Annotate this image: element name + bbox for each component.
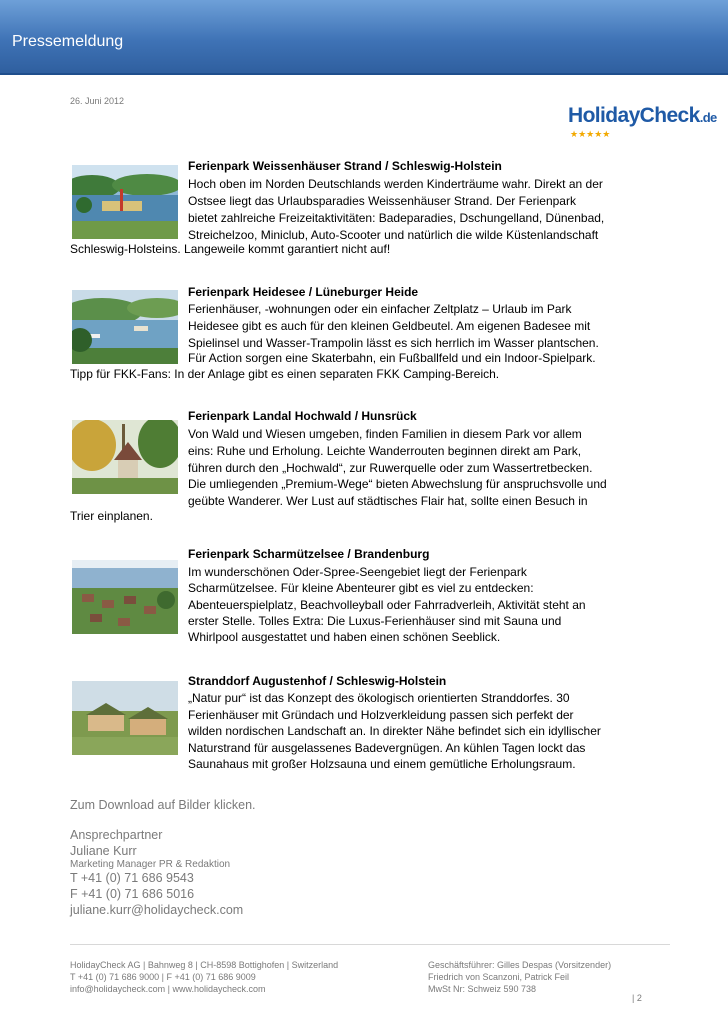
contact-fax: F +41 (0) 71 686 5016 — [70, 887, 195, 901]
contact-role: Marketing Manager PR & Redaktion — [70, 859, 231, 870]
entry-text-line: Streichelzoo, Miniclub, Auto-Scooter und natürlich die wilde Küstenlandschaft — [188, 228, 599, 242]
entry-text-line: geübte Wanderer. Wer Lust auf städtisches Flair hat, sollte einen Besuch in — [188, 494, 588, 508]
page-title: Pressemeldung — [12, 33, 124, 50]
entry-title: Stranddorf Augustenhof / Schleswig-Holstein — [188, 674, 447, 688]
entry-image[interactable] — [72, 560, 178, 634]
footer-vat: MwSt Nr: Schweiz 590 738 — [428, 984, 537, 994]
entry-title: Ferienpark Scharmützelsee / Brandenburg — [188, 547, 430, 561]
footer-phone: T +41 (0) 71 686 9000 | F +41 (0) 71 686 9009 — [70, 972, 256, 982]
entry-text-line: Abenteuerspielplatz, Beachvolleyball oder Fahrradverleih, Aktivität steht an — [188, 598, 586, 612]
entry-text-line: führen durch den „Hochwald“, zur Ruwerquelle oder zum Wassertretbecken. — [188, 461, 593, 475]
entry-text-line: Ostsee liegt das Urlaubsparadies Weissenhäuser Strand. Der Ferienpark — [188, 194, 576, 208]
entry-image[interactable] — [72, 290, 178, 364]
lake-park-photo-icon — [72, 165, 178, 239]
header-bar — [0, 0, 728, 75]
entry-text-tail: Schleswig-Holsteins. Langeweile kommt garantiert nicht auf! — [70, 242, 391, 256]
entry-text-line: Im wunderschönen Oder-Spree-Seengebiet liegt der Ferienpark — [188, 565, 527, 579]
entry-text-line: Ferienhäuser, -wohnungen oder ein einfacher Zeltplatz – Urlaub im Park — [188, 302, 572, 316]
entry-text-line: Heidesee gibt es auch für den kleinen Geldbeutel. Am eigenen Badesee mit — [188, 319, 591, 333]
contact-phone: T +41 (0) 71 686 9543 — [70, 871, 194, 885]
entry-text-tail: Trier einplanen. — [70, 509, 153, 523]
contact-email-link[interactable]: juliane.kurr@holidaycheck.com — [70, 903, 244, 917]
entry-text-line: Saunahaus mit großer Holzsauna und einem gemütliche Erholungsraum. — [188, 757, 576, 771]
page-number: | 2 — [632, 993, 642, 1003]
entry-text-line: Naturstrand für ausgelassenes Badevergnügen. An kühlen Tagen lockt das — [188, 741, 586, 755]
download-note: Zum Download auf Bilder klicken. — [70, 798, 256, 812]
entry-text-line: Scharmützelsee. Für kleine Abenteurer gibt es viel zu entdecken: — [188, 581, 534, 595]
release-date: 26. Juni 2012 — [70, 96, 125, 106]
contact-name: Juliane Kurr — [70, 844, 137, 858]
lake-boats-photo-icon — [72, 290, 178, 364]
holidaycheck-logo[interactable] — [568, 104, 717, 139]
footer-web-links[interactable]: info@holidaycheck.com | www.holidaycheck.com — [70, 984, 266, 994]
entry-text-line: Die umliegenden „Premium-Wege“ bieten Abwechslung für anspruchsvolle und — [188, 477, 607, 491]
entry-text-line: Von Wald und Wiesen umgeben, finden Familien in diesem Park vor allem — [188, 427, 582, 441]
entry-text-line: Für Action sorgen eine Skaterbahn, ein Fußballfeld und ein Indoor-Spielpark. — [188, 351, 596, 365]
forest-park-photo-icon — [72, 420, 178, 494]
footer-divider — [70, 944, 670, 945]
entry-text-line: „Natur pur“ ist das Konzept des ökologisch orientierten Stranddorfes. 30 — [188, 691, 570, 705]
entry-title: Ferienpark Weissenhäuser Strand / Schleswig-Holstein — [188, 159, 502, 173]
contact-heading: Ansprechpartner — [70, 828, 163, 842]
footer-management-names: Friedrich von Scanzoni, Patrick Feil — [428, 972, 570, 982]
footer-address: HolidayCheck AG | Bahnweg 8 | CH-8598 Bottighofen | Switzerland — [70, 960, 339, 970]
entry-text-line: wilden nordischen Landschaft an. In direkter Nähe befindet sich ein idyllischer — [188, 724, 601, 738]
entry-text-line: eins: Ruhe und Erholung. Leichte Wanderrouten beginnen direkt am Park, — [188, 444, 582, 458]
logo-wordmark: HolidayCheck.de — [568, 104, 717, 127]
entry-image[interactable] — [72, 681, 178, 755]
entry-text-line: Hoch oben im Norden Deutschlands werden Kinderträume wahr. Direkt an der — [188, 177, 603, 191]
logo-stars-icon: ★★★★★ — [570, 129, 611, 139]
lake-village-photo-icon — [72, 560, 178, 634]
entry-text-tail: Tipp für FKK-Fans: In der Anlage gibt es einen separaten FKK Camping-Bereich. — [70, 367, 500, 381]
entry-image[interactable] — [72, 165, 178, 239]
entry-text-line: Whirlpool ausgestattet und haben einen schönen Seeblick. — [188, 630, 501, 644]
footer-management: Geschäftsführer: Gilles Despas (Vorsitzender) — [428, 960, 612, 970]
entry-text-line: Ferienhäuser mit Gründach und Holzverkleidung passen sich perfekt der — [188, 708, 574, 722]
entry-text-line: Spielinsel und Wasser-Trampolin lässt es sich herrlich im Wasser plantschen. — [188, 336, 599, 350]
beach-houses-photo-icon — [72, 681, 178, 755]
entry-image[interactable] — [72, 420, 178, 494]
entry-text-line: bietet zahlreiche Freizeitaktivitäten: Badeparadies, Dschungelland, Dünenbad, — [188, 211, 605, 225]
entry-title: Ferienpark Heidesee / Lüneburger Heide — [188, 285, 419, 299]
entry-text-line: erster Stelle. Tolles Extra: Die Luxus-Ferienhäuser sind mit Sauna und — [188, 614, 562, 628]
entry-title: Ferienpark Landal Hochwald / Hunsrück — [188, 409, 417, 423]
